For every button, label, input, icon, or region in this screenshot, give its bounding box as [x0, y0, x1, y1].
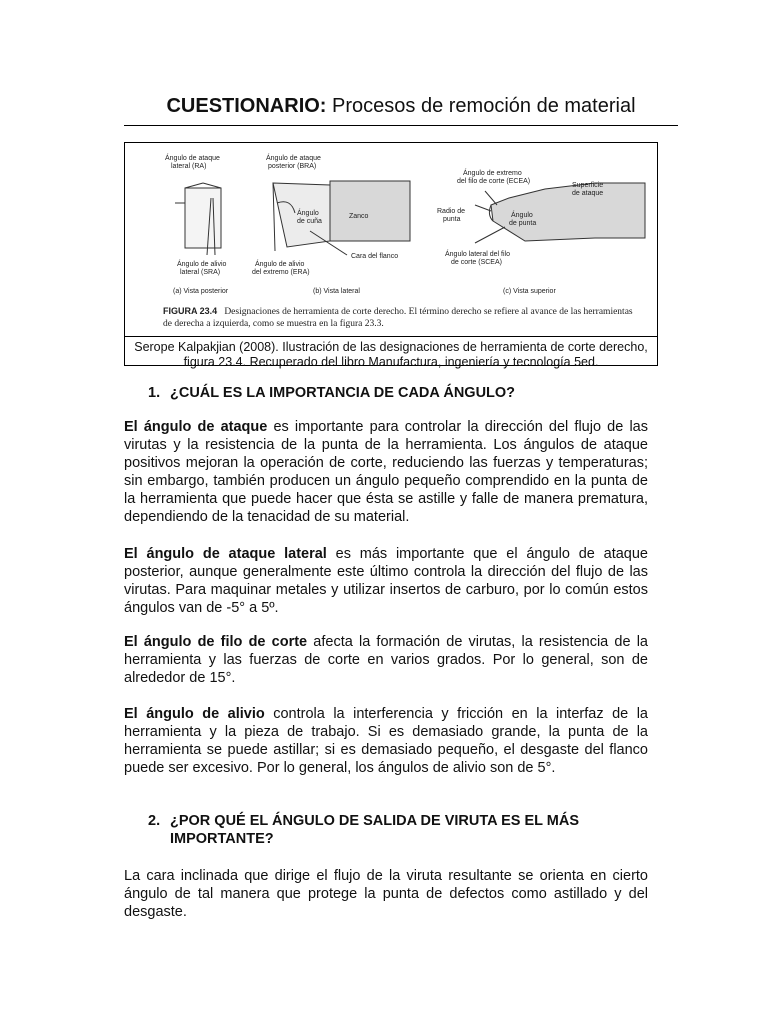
question-2-heading — [148, 812, 648, 848]
question-2-text: ¿POR QUÉ EL ÁNGULO DE SALIDA DE VIRUTA ES EL MÁS IMPORTANTE? — [170, 813, 579, 847]
credit-line-2: figura 23.4. Recuperado del libro Manufactura, ingeniería y tecnología 5ed. — [183, 355, 599, 369]
figure-box — [124, 142, 658, 369]
label-cuna-1: Ángulo — [297, 210, 319, 217]
label-sra-1: Ángulo de alivio — [177, 261, 227, 268]
view-b-drawing — [273, 181, 410, 255]
text-angulo-ataque-lateral: es más importante que el ángulo de ataque posterior, aunque generalmente este último controla la dirección del flujo de las virutas. Para maquinar metales y utilizar insertos de carburo, por lo común estos ángulos van de -5° a 5º. — [124, 546, 648, 616]
label-era-2: del extremo (ERA) — [252, 269, 310, 276]
paragraph-angulo-ataque — [124, 418, 648, 526]
label-flanco: Cara del flanco — [351, 253, 399, 260]
tool-diagram — [125, 143, 659, 367]
term-angulo-filo-corte: El ángulo de filo de corte — [124, 634, 308, 650]
label-radio-2: punta — [443, 216, 461, 223]
label-angp-1: Ángulo — [511, 212, 533, 219]
paragraph-angulo-alivio — [124, 705, 648, 777]
question-1-number: 1. — [148, 385, 161, 401]
label-scea-2: de corte (SCEA) — [451, 259, 502, 266]
label-ra-2: lateral (RA) — [171, 163, 207, 170]
text-angulo-alivio: controla la interferencia y fricción en la interfaz de la herramienta y la pieza de trabajo. Si es demasiado grande, la punta de la herramienta se puede astillar; si es demasiado pequeño, el desgaste del flanco puede ser excesivo. Por lo general, los ángulos de alivio son de 5°. — [124, 706, 648, 776]
label-sup-1: Superficie — [572, 182, 604, 189]
caption-text: Designaciones de herramienta de corte derecho. El término derecho se refiere al avance de las herramientas de derecha a izquierda, como se muestra en la figura 23.3. — [163, 307, 633, 329]
label-angp-2: de punta — [509, 220, 537, 227]
question-1-text: ¿CUÁL ES LA IMPORTANCIA DE CADA ÁNGULO? — [170, 385, 516, 401]
view-c-drawing — [475, 183, 645, 243]
figure-credit — [125, 336, 657, 369]
label-scea-1: Ángulo lateral del filo — [445, 251, 510, 258]
caption-head: FIGURA 23.4 — [163, 306, 218, 316]
label-radio-1: Radio de — [437, 208, 466, 215]
question-2-number: 2. — [148, 813, 161, 829]
page-title — [124, 94, 678, 118]
label-view-c: (c) Vista superior — [503, 288, 556, 295]
text-angulo-filo-corte: afecta la formación de virutas, la resistencia de la herramienta y las fuerzas de corte en varios grados. Por lo general, son de alrededor de 15°. — [124, 634, 648, 686]
paragraph-angulo-ataque-lateral — [124, 545, 648, 617]
label-cuna-2: de cuña — [297, 218, 322, 225]
paragraph-salida-viruta — [124, 867, 648, 921]
term-angulo-ataque: El ángulo de ataque — [124, 419, 268, 435]
label-ecea-1: Ángulo de extremo — [463, 170, 522, 177]
question-1-heading — [148, 384, 648, 402]
title-rest: Procesos de remoción de material — [332, 95, 636, 117]
figure-caption — [163, 305, 633, 330]
title-rule — [124, 125, 678, 126]
label-ra-1: Ángulo de ataque — [165, 155, 220, 162]
label-view-a: (a) Vista posterior — [173, 288, 229, 295]
label-ecea-2: del filo de corte (ECEA) — [457, 178, 531, 185]
paragraph-angulo-filo-corte — [124, 633, 648, 687]
text-angulo-ataque: es importante para controlar la dirección del flujo de las virutas y la resistencia de la punta de la herramienta. Los ángulos de ataque positivos mejoran la operación de corte, reduciendo las fuerzas y temperaturas; sin embargo, también producen un ángulo pequeño comprendido en la punta de la herramienta que puede hacer que ésta se astille y falle de manera prematura, dependiendo de la tenacidad de su material. — [124, 419, 648, 525]
label-era-1: Ángulo de alivio — [255, 261, 305, 268]
label-view-b: (b) Vista lateral — [313, 288, 360, 295]
credit-line-1: Serope Kalpakjian (2008). Ilustración de las designaciones de herramienta de corte derecho, — [134, 340, 648, 354]
text-salida-viruta: La cara inclinada que dirige el flujo de la viruta resultante se orienta en cierto ángulo de tal manera que protege la punta de defectos como astillado y del desgaste. — [124, 868, 648, 920]
label-zanco: Zanco — [349, 213, 369, 220]
term-angulo-alivio: El ángulo de alivio — [124, 706, 265, 722]
view-a-drawing — [175, 183, 221, 255]
label-sra-2: lateral (SRA) — [180, 269, 221, 276]
label-bra-1: Ángulo de ataque — [266, 155, 321, 162]
title-bold: CUESTIONARIO: — [166, 95, 327, 117]
term-angulo-ataque-lateral: El ángulo de ataque lateral — [124, 546, 327, 562]
label-bra-2: posterior (BRA) — [268, 163, 317, 170]
label-sup-2: de ataque — [572, 190, 604, 197]
